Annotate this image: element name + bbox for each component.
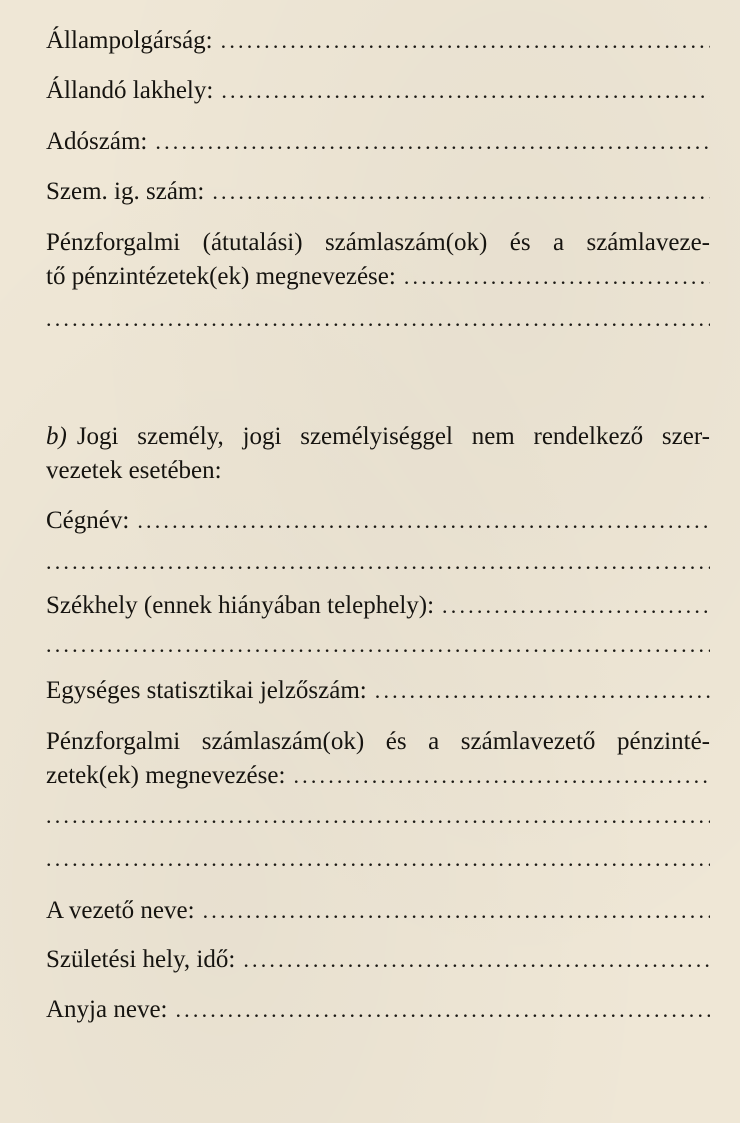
company-name-label: Cégnév: <box>46 507 130 534</box>
seat-row <box>46 591 710 621</box>
bank-account-label-line2: tő pénzintézetek(ek) megnevezése: <box>46 263 396 290</box>
statistical-code-row <box>46 676 710 706</box>
citizenship-field[interactable] <box>221 26 710 56</box>
birth-place-date-row <box>46 945 710 975</box>
address-label: Állandó lakhely: <box>46 77 214 104</box>
entity-bank-account-label-line1: Pénzforgalmi számlaszám(ok) és a számlavezető pénzinté- <box>46 728 710 755</box>
id-number-row <box>46 177 710 207</box>
entity-bank-account-label-line2: zetek(ek) megnevezése: <box>46 762 286 789</box>
entity-bank-account-field[interactable] <box>293 761 710 791</box>
citizenship-row <box>46 26 710 56</box>
statistical-code-field[interactable] <box>375 676 710 706</box>
entity-bank-account-row <box>46 761 710 791</box>
address-row <box>46 76 710 106</box>
manager-name-row <box>46 896 710 926</box>
id-number-label: Szem. ig. szám: <box>46 178 205 205</box>
bank-account-row <box>46 262 710 292</box>
tax-number-field[interactable] <box>155 127 710 157</box>
manager-name-label: A vezető neve: <box>46 897 195 924</box>
statistical-code-label: Egységes statisztikai jelzőszám: <box>46 677 367 704</box>
company-name-field[interactable] <box>137 506 710 536</box>
birth-place-date-label: Születési hely, idő: <box>46 946 236 973</box>
entity-bank-account-field-continued-2[interactable] <box>46 844 710 874</box>
mother-name-label: Anyja neve: <box>46 996 168 1023</box>
citizenship-label: Állampolgárság: <box>46 27 213 54</box>
section-b-title-line2: vezetek esetében: <box>46 457 222 484</box>
section-b-title-row <box>46 422 710 452</box>
seat-field[interactable] <box>442 591 710 621</box>
tax-number-label: Adószám: <box>46 128 148 155</box>
manager-name-field[interactable] <box>203 896 710 926</box>
section-b-letter: b) <box>46 423 67 450</box>
id-number-field[interactable] <box>212 177 710 207</box>
birth-place-date-field[interactable] <box>243 945 710 975</box>
mother-name-row <box>46 995 710 1025</box>
company-name-row <box>46 506 710 536</box>
bank-account-field[interactable] <box>404 262 710 292</box>
section-b-title-line1: Jogi személy, jogi személyiséggel nem rendelkező szer- <box>76 423 710 450</box>
mother-name-field[interactable] <box>175 995 710 1025</box>
bank-account-field-continued[interactable] <box>46 304 710 334</box>
seat-label: Székhely (ennek hiányában telephely): <box>46 592 435 619</box>
tax-number-row <box>46 127 710 157</box>
company-name-field-continued[interactable] <box>46 547 710 577</box>
section-b-title-row2 <box>46 456 710 486</box>
seat-field-continued[interactable] <box>46 630 710 660</box>
entity-bank-account-field-continued[interactable] <box>46 801 710 831</box>
address-field[interactable] <box>221 76 710 106</box>
bank-account-label-line1: Pénzforgalmi (átutalási) számlaszám(ok) és a számlaveze- <box>46 229 710 256</box>
